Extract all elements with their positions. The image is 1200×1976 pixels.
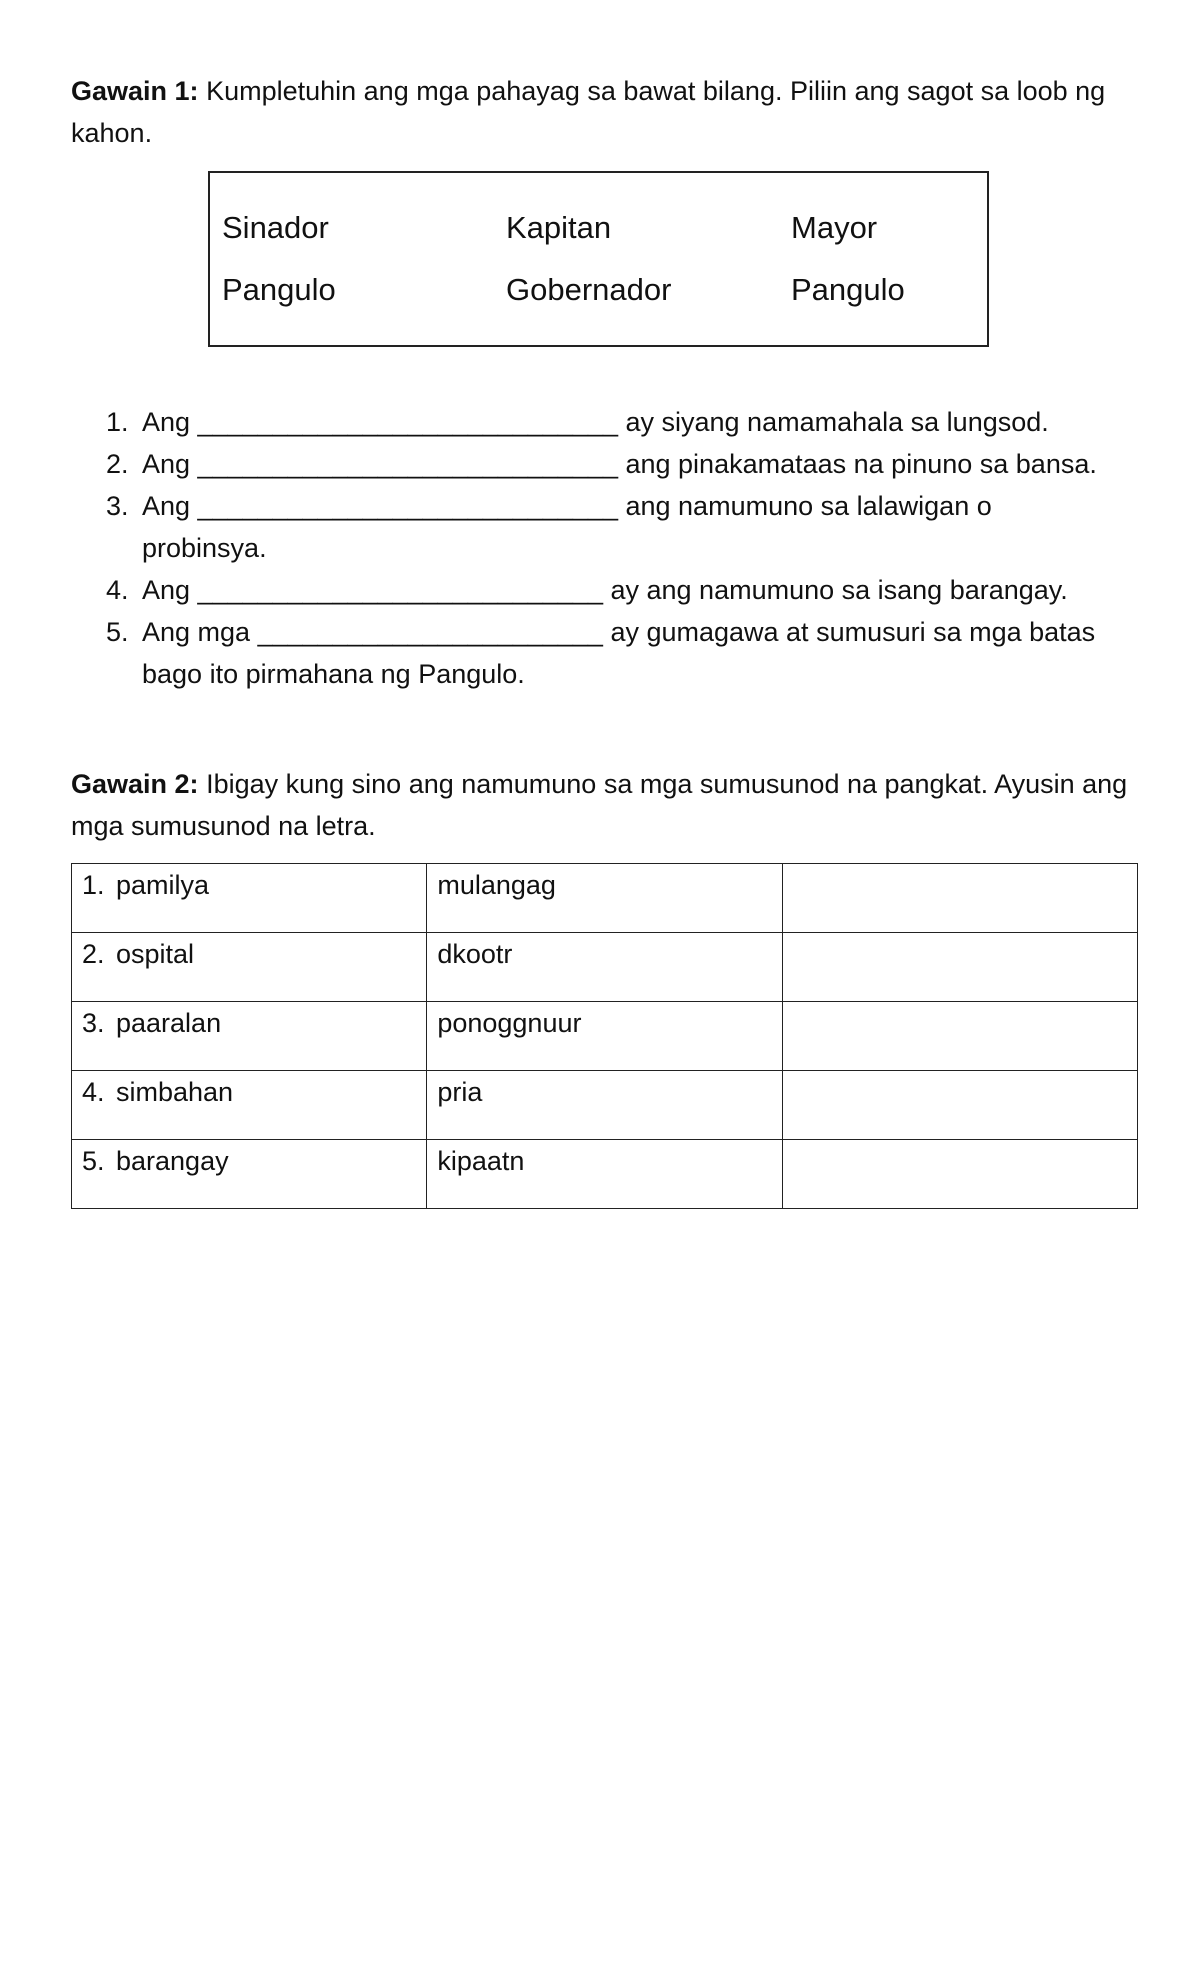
gawain-2-text: Ibigay kung sino ang namumuno sa mga sumusunod na pangkat. Ayusin ang mga sumusunod na letra. <box>71 769 1128 841</box>
row-number: 3. <box>82 1008 105 1038</box>
row-number: 2. <box>82 939 105 969</box>
row-number: 5. <box>82 1146 105 1176</box>
answer-cell[interactable] <box>782 1071 1137 1140</box>
question-text: probinsya. <box>142 533 267 563</box>
word-choice: Gobernador <box>506 272 672 307</box>
answer-cell[interactable] <box>782 864 1137 933</box>
group-name: pamilya <box>116 870 210 900</box>
question-number: 4. <box>106 575 129 605</box>
gawain-2-table <box>71 863 1138 1209</box>
row-number: 1. <box>82 870 105 900</box>
group-cell <box>72 864 427 933</box>
word-choice: Mayor <box>791 210 878 245</box>
gawain-1-instruction <box>71 70 1131 154</box>
word-choice: Kapitan <box>506 210 612 245</box>
question-text: Ang ____________________________ ang namumuno sa lalawigan o <box>142 491 992 521</box>
group-cell <box>72 1140 427 1209</box>
question-text: Ang ____________________________ ay siyang namamahala sa lungsod. <box>142 407 1049 437</box>
scrambled-cell: mulangag <box>427 864 782 933</box>
question-number: 5. <box>106 617 129 647</box>
word-choice: Sinador <box>222 210 329 245</box>
answer-cell[interactable] <box>782 1002 1137 1071</box>
group-name: paaralan <box>116 1008 222 1038</box>
word-choice: Pangulo <box>791 272 905 307</box>
row-number: 4. <box>82 1077 105 1107</box>
question-text: Ang mga _______________________ ay gumagawa at sumusuri sa mga batas <box>142 617 1096 647</box>
group-name: barangay <box>116 1146 229 1176</box>
scrambled-cell: ponoggnuur <box>427 1002 782 1071</box>
group-name: simbahan <box>116 1077 234 1107</box>
gawain-1-label: Gawain 1: <box>71 76 199 106</box>
question-text: Ang ____________________________ ang pinakamataas na pinuno sa bansa. <box>142 449 1097 479</box>
group-name: ospital <box>116 939 195 969</box>
gawain-2-instruction <box>71 763 1131 847</box>
table-row <box>72 933 1138 1002</box>
question-number: 3. <box>106 491 129 521</box>
group-cell <box>72 1071 427 1140</box>
table-row <box>72 1140 1138 1209</box>
table-row <box>72 1071 1138 1140</box>
group-cell <box>72 1002 427 1071</box>
word-choice: Pangulo <box>222 272 336 307</box>
table-row <box>72 864 1138 933</box>
scrambled-cell: dkootr <box>427 933 782 1002</box>
question-number: 1. <box>106 407 129 437</box>
group-cell <box>72 933 427 1002</box>
question-number: 2. <box>106 449 129 479</box>
gawain-1-text: Kumpletuhin ang mga pahayag sa bawat bilang. Piliin ang sagot sa loob ng kahon. <box>71 76 1106 148</box>
word-choice-box <box>208 171 989 347</box>
scrambled-cell: kipaatn <box>427 1140 782 1209</box>
scrambled-cell: pria <box>427 1071 782 1140</box>
question-text: bago ito pirmahana ng Pangulo. <box>142 659 525 689</box>
question-text: Ang ___________________________ ay ang namumuno sa isang barangay. <box>142 575 1068 605</box>
table-row <box>72 1002 1138 1071</box>
answer-cell[interactable] <box>782 1140 1137 1209</box>
gawain-2-label: Gawain 2: <box>71 769 199 799</box>
answer-cell[interactable] <box>782 933 1137 1002</box>
